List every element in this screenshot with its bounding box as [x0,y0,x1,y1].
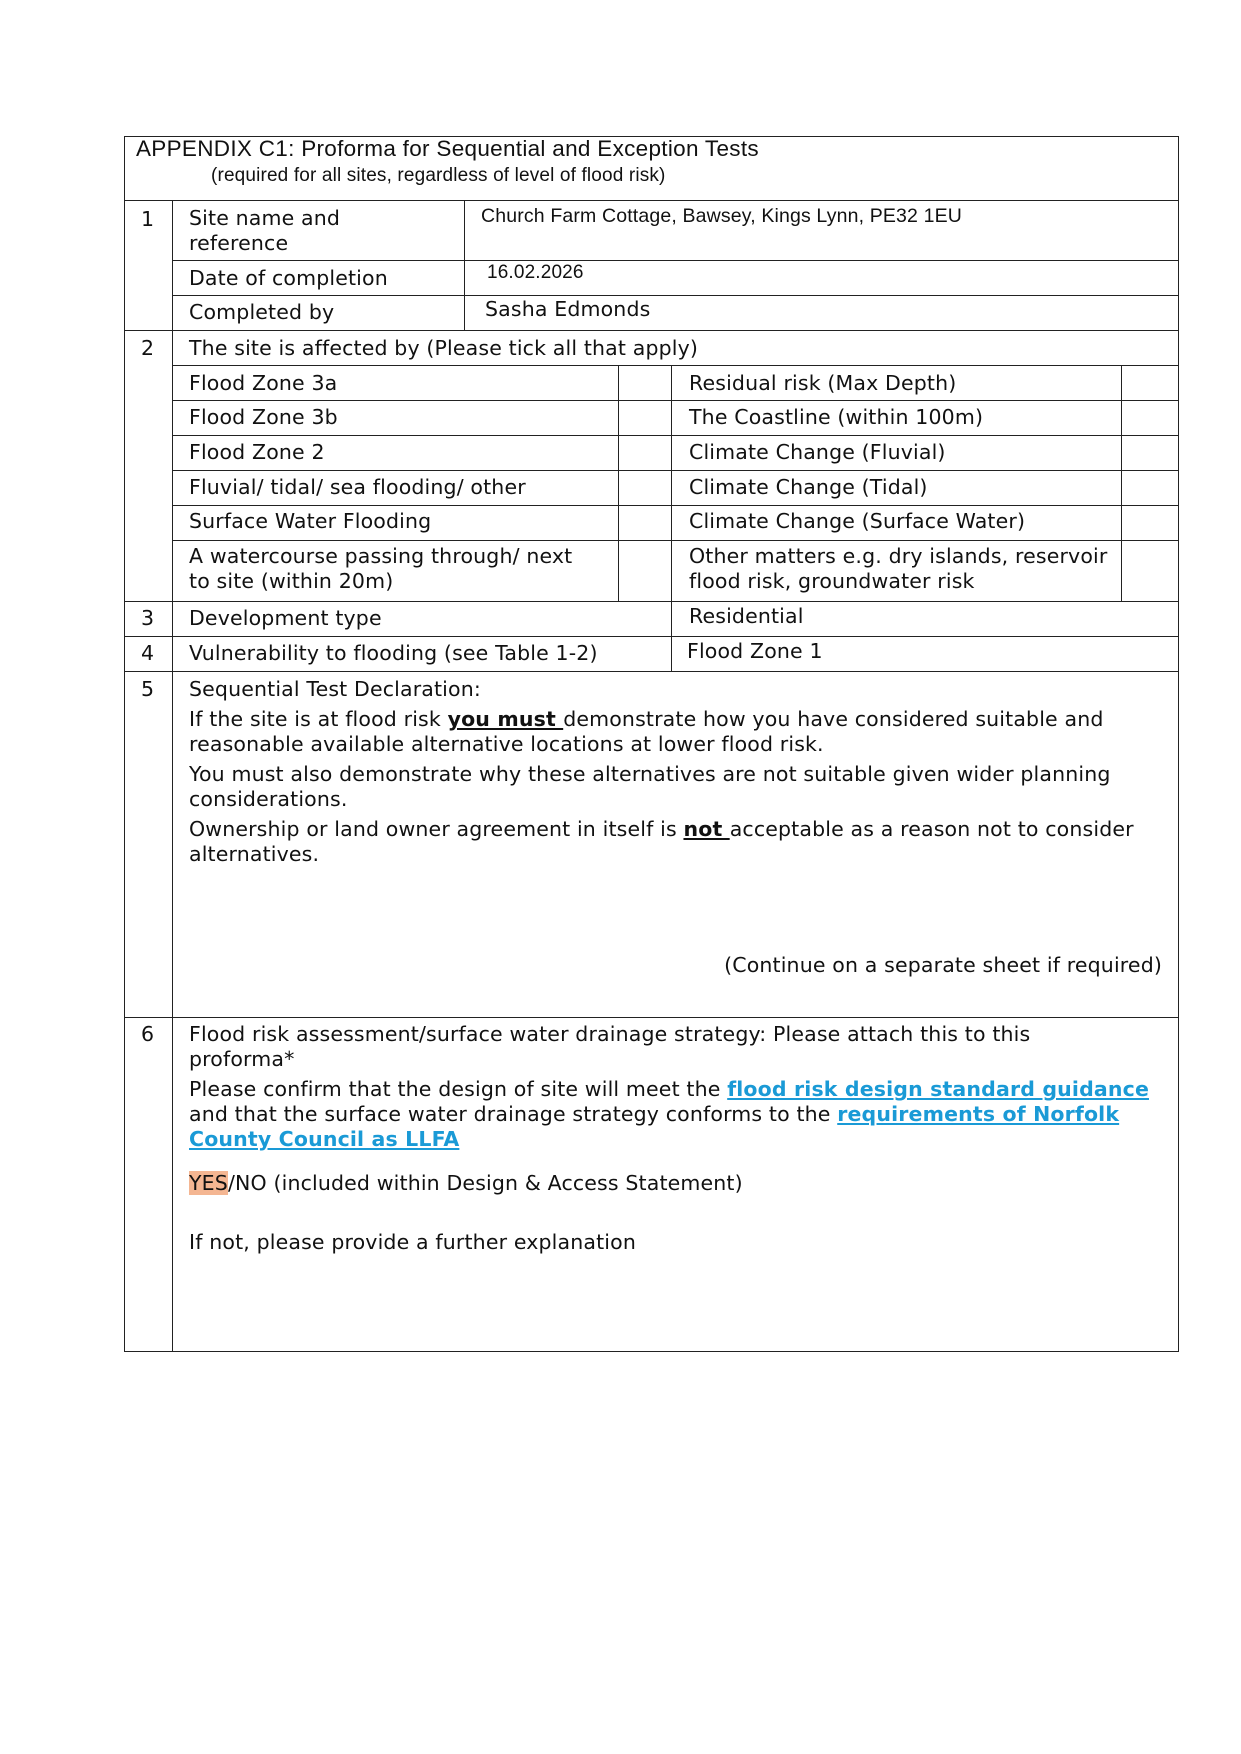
s4-number: 4 [141,641,155,665]
s5-number-cell [124,671,173,1018]
checkbox-fluvial-tidal[interactable] [618,470,672,506]
s3-number: 3 [141,606,155,630]
norfolk-llfa-requirements-link[interactable]: requirements of Norfolk County Council as LLFA [189,1102,1120,1151]
checkbox-label-climate-tidal: Climate Change (Tidal) [689,475,928,499]
fra-heading: Flood risk assessment/surface water drainage strategy: Please attach this to this proforma* [189,1022,1031,1071]
s6-number: 6 [141,1022,155,1046]
yes-no-answer: YES/NO (included within Design & Access Statement) [189,1171,743,1195]
checkbox-residual-risk[interactable] [1121,365,1179,401]
checkbox-climate-fluvial[interactable] [1121,435,1179,471]
development-type-label: Development type [189,606,382,630]
s5-number: 5 [141,677,155,701]
checkbox-other-matters[interactable] [1121,540,1179,602]
flood-risk-design-guidance-link[interactable]: flood risk design standard guidance [727,1077,1149,1101]
continue-note: (Continue on a separate sheet if required) [724,953,1162,977]
fra-confirmation: Please confirm that the design of site will meet the flood risk design standard guidance and that the surface water drainage strategy conforms to the requirements of Norfolk County Council as LLFA [189,1077,1149,1151]
checkbox-label-residual-risk: Residual risk (Max Depth) [689,371,957,395]
completed-by-value: Sasha Edmonds [485,297,651,321]
checkbox-label-flood-zone-2: Flood Zone 2 [189,440,325,464]
sequential-test-paragraph-3: Ownership or land owner agreement in itself is not acceptable as a reason not to consider alternatives. [189,817,1134,866]
date-value: 16.02.2026 [487,262,584,283]
checkbox-label-coastline: The Coastline (within 100m) [689,405,984,429]
sequential-test-paragraph-1: If the site is at flood risk you must demonstrate how you have considered suitable and reasonable available alternative locations at lower flood risk. [189,707,1104,756]
s2-number: 2 [141,336,155,360]
checkbox-label-fluvial-tidal: Fluvial/ tidal/ sea flooding/ other [189,475,526,499]
sequential-test-paragraph-2: You must also demonstrate why these alternatives are not suitable given wider planning considerations. [189,762,1111,811]
checkbox-label-flood-zone-3b: Flood Zone 3b [189,405,338,429]
development-type-value: Residential [689,604,804,628]
checkbox-label-other-matters: Other matters e.g. dry islands, reservoir flood risk, groundwater risk [689,544,1108,593]
checkbox-coastline[interactable] [1121,400,1179,436]
checkbox-label-surface-water: Surface Water Flooding [189,509,432,533]
checkbox-climate-tidal[interactable] [1121,470,1179,506]
checkbox-watercourse[interactable] [618,540,672,602]
date-label: Date of completion [189,266,388,290]
s1-number: 1 [141,207,155,231]
emphasis-not: not [683,817,730,841]
checkbox-label-climate-surface-water: Climate Change (Surface Water) [689,509,1026,533]
vulnerability-value: Flood Zone 1 [687,639,823,663]
checkbox-label-flood-zone-3a: Flood Zone 3a [189,371,338,395]
site-name-value: Church Farm Cottage, Bawsey, Kings Lynn, PE32 1EU [481,205,962,227]
s2-number-cell [124,330,173,602]
site-name-label: Site name and reference [189,206,341,255]
checkbox-label-climate-fluvial: Climate Change (Fluvial) [689,440,946,464]
s2-heading: The site is affected by (Please tick all that apply) [189,336,699,360]
checkbox-surface-water[interactable] [618,505,672,541]
checkbox-flood-zone-3a[interactable] [618,365,672,401]
checkbox-climate-surface-water[interactable] [1121,505,1179,541]
checkbox-flood-zone-2[interactable] [618,435,672,471]
checkbox-flood-zone-3b[interactable] [618,400,672,436]
form-title: APPENDIX C1: Proforma for Sequential and Exception Tests [136,136,759,161]
vulnerability-label: Vulnerability to flooding (see Table 1-2) [189,641,598,665]
sequential-test-heading: Sequential Test Declaration: [189,677,481,701]
s6-number-cell [124,1017,173,1352]
form-subtitle: (required for all sites, regardless of level of flood risk) [211,165,666,186]
yes-selected[interactable]: YES [189,1171,228,1195]
emphasis-you-must: you must [447,707,564,731]
checkbox-label-watercourse: A watercourse passing through/ next to site (within 20m) [189,544,573,593]
completed-by-label: Completed by [189,300,335,324]
further-explanation-prompt: If not, please provide a further explanation [189,1230,636,1254]
